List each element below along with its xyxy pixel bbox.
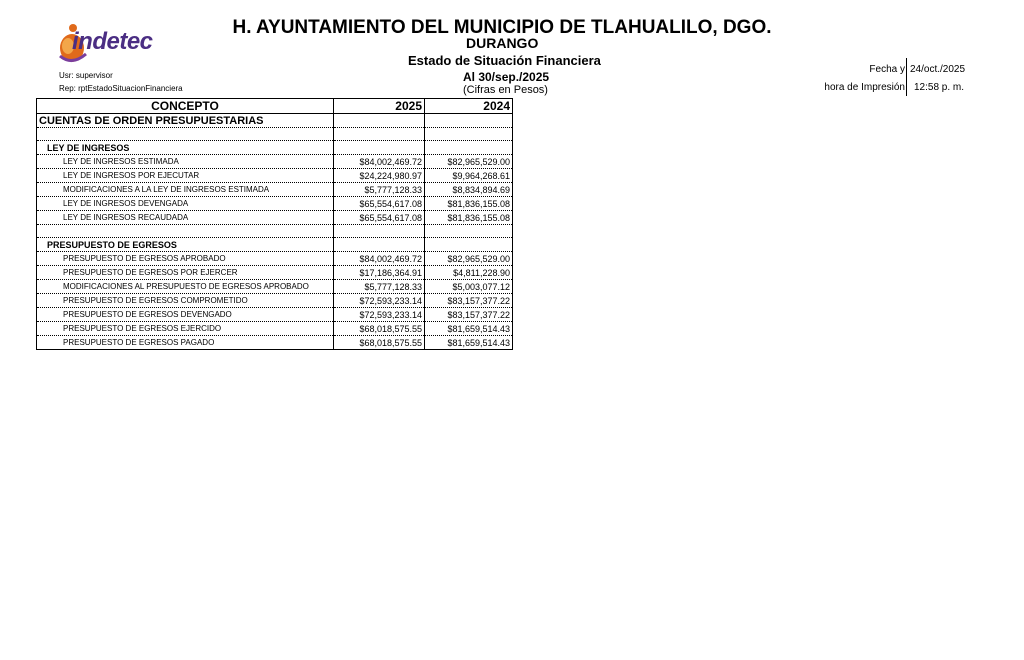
row-2024: $81,836,155.08 [425,211,513,225]
entity-title: H. AYUNTAMIENTO DEL MUNICIPIO DE TLAHUALILO, DGO. [232,17,772,38]
col-2024: 2024 [425,99,513,114]
row-concept: LEY DE INGRESOS RECAUDADA [37,211,334,225]
report-date: Al 30/sep./2025 [463,70,550,84]
blank-row [37,225,513,238]
row-2025: $24,224,980.97 [334,169,425,183]
row-2025: $65,554,617.08 [334,197,425,211]
print-date: 24/oct./2025 [910,64,966,75]
report-title: Estado de Situación Financiera [408,53,601,68]
section-row [37,114,513,128]
row-2025: $68,018,575.55 [334,322,425,336]
row-2025: $72,593,233.14 [334,294,425,308]
row-2024: $81,659,514.43 [425,336,513,350]
table-row [37,336,513,350]
state-title: DURANGO [466,35,539,51]
row-2024: $83,157,377.22 [425,308,513,322]
logo-text: indetec [72,28,153,55]
row-concept: MODIFICACIONES A LA LEY DE INGRESOS ESTIMADA [37,183,334,197]
table-header [37,99,513,114]
financial-table [36,98,512,350]
group-title: LEY DE INGRESOS [37,141,334,155]
row-concept: MODIFICACIONES AL PRESUPUESTO DE EGRESOS APROBADO [37,280,334,294]
print-time: 12:58 p. m. [914,82,965,93]
row-2024: $82,965,529.00 [425,252,513,266]
row-2025: $5,777,128.33 [334,280,425,294]
col-2025: 2025 [334,99,425,114]
row-2025: $84,002,469.72 [334,252,425,266]
row-2025: $65,554,617.08 [334,211,425,225]
row-2024: $82,965,529.00 [425,155,513,169]
row-2025: $68,018,575.55 [334,336,425,350]
row-concept: LEY DE INGRESOS DEVENGADA [37,197,334,211]
print-date-label: Fecha y [869,64,905,75]
row-concept: LEY DE INGRESOS POR EJECUTAR [37,169,334,183]
table-row [37,155,513,169]
section-title: CUENTAS DE ORDEN PRESUPUESTARIAS [37,114,334,128]
row-concept: PRESUPUESTO DE EGRESOS COMPROMETIDO [37,294,334,308]
group-title: PRESUPUESTO DE EGRESOS [37,238,334,252]
table-row [37,322,513,336]
col-concepto: CONCEPTO [37,99,334,114]
divider [906,58,907,96]
units-note: (Cifras en Pesos) [463,84,548,96]
user-label: Usr: supervisor [59,71,113,80]
row-concept: LEY DE INGRESOS ESTIMADA [37,155,334,169]
table-row [37,183,513,197]
group-row [37,238,513,252]
row-2024: $8,834,894.69 [425,183,513,197]
row-2024: $81,836,155.08 [425,197,513,211]
report-id: Rep: rptEstadoSituacionFinanciera [59,84,183,93]
table-row [37,211,513,225]
row-concept: PRESUPUESTO DE EGRESOS APROBADO [37,252,334,266]
row-2025: $17,186,364.91 [334,266,425,280]
print-time-label: hora de Impresión [824,82,905,93]
row-2024: $81,659,514.43 [425,322,513,336]
row-2025: $5,777,128.33 [334,183,425,197]
row-concept: PRESUPUESTO DE EGRESOS POR EJERCER [37,266,334,280]
table-row [37,280,513,294]
row-2024: $83,157,377.22 [425,294,513,308]
row-concept: PRESUPUESTO DE EGRESOS DEVENGADO [37,308,334,322]
table-row [37,266,513,280]
row-2024: $5,003,077.12 [425,280,513,294]
table-row [37,169,513,183]
blank-row [37,128,513,141]
row-2024: $4,811,228.90 [425,266,513,280]
row-2024: $9,964,268.61 [425,169,513,183]
row-concept: PRESUPUESTO DE EGRESOS EJERCIDO [37,322,334,336]
table-row [37,252,513,266]
group-row [37,141,513,155]
table-row [37,308,513,322]
table-row [37,294,513,308]
table-row [37,197,513,211]
row-2025: $72,593,233.14 [334,308,425,322]
row-concept: PRESUPUESTO DE EGRESOS PAGADO [37,336,334,350]
row-2025: $84,002,469.72 [334,155,425,169]
